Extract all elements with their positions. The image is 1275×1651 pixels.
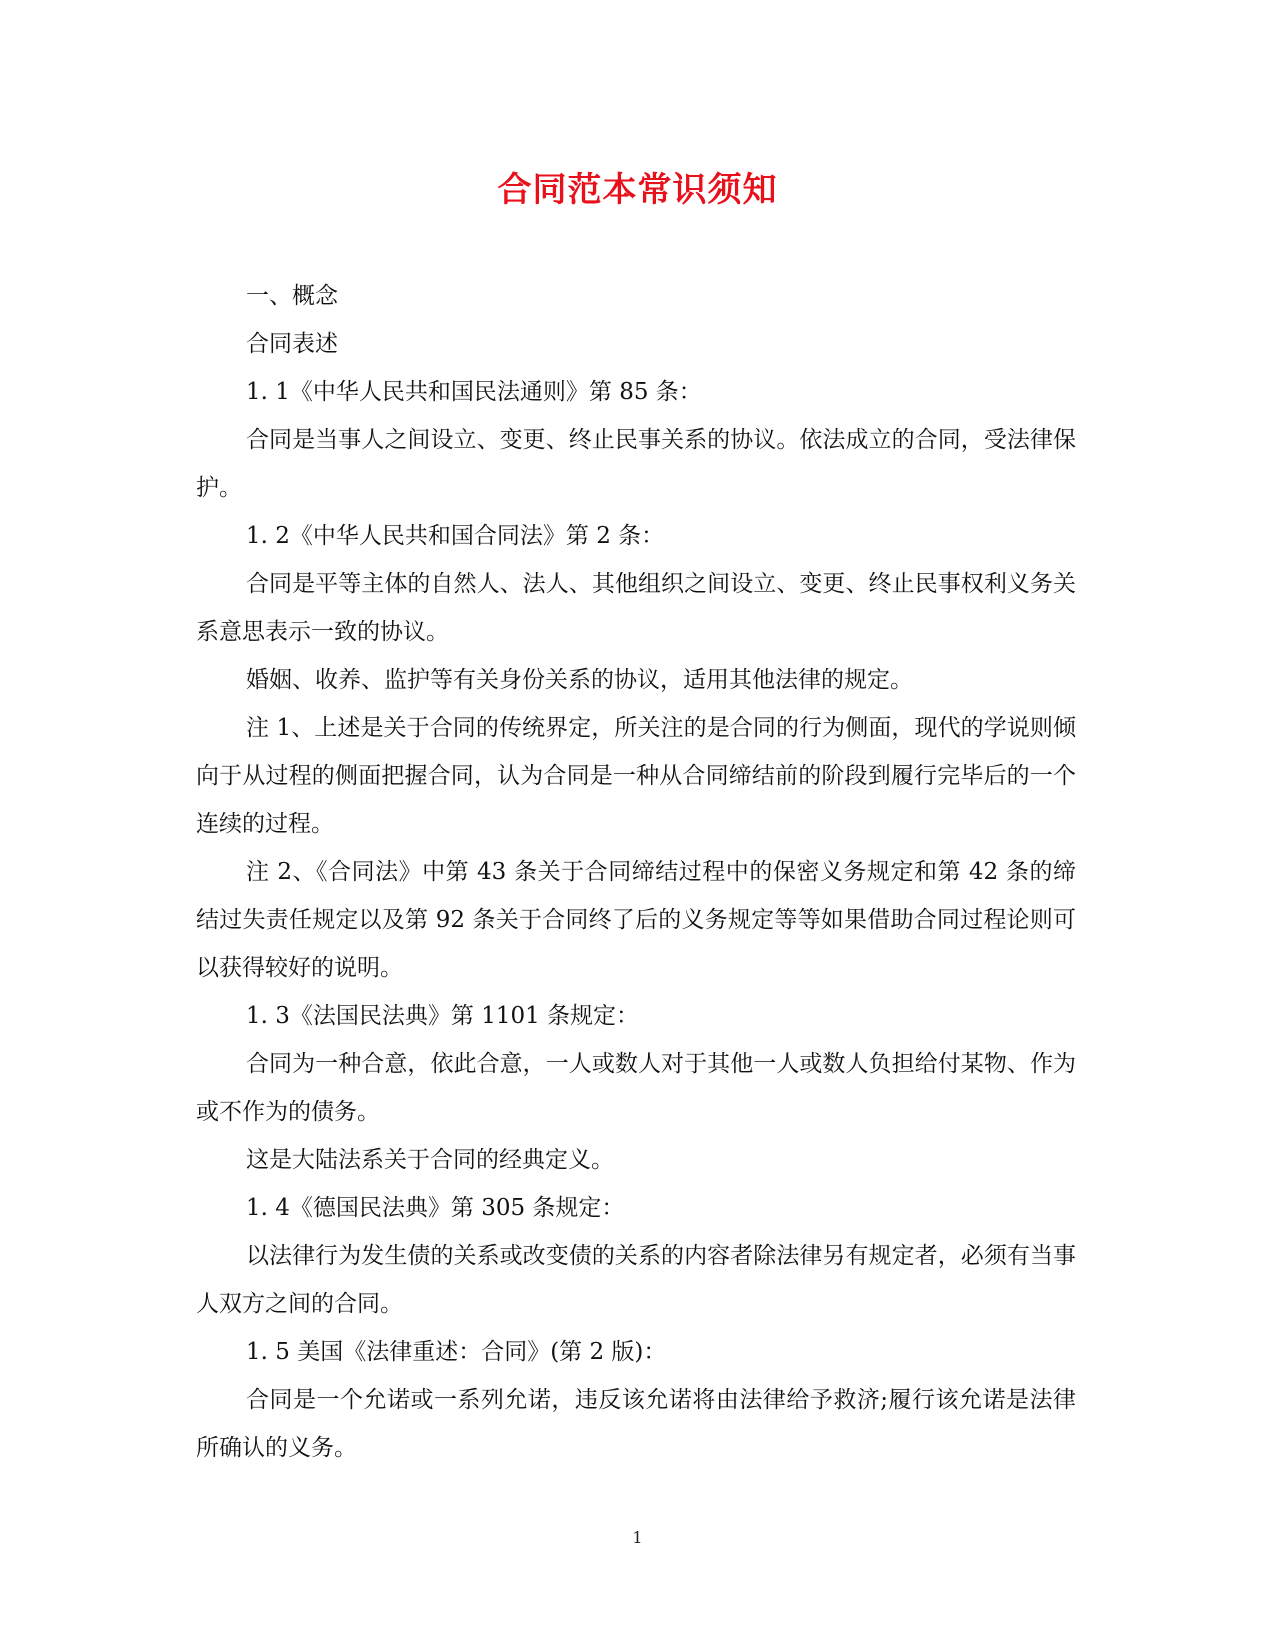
paragraph-identity-relations: 婚姻、收养、监护等有关身份关系的协议，适用其他法律的规定。 (246, 667, 913, 693)
document-body (196, 272, 1076, 1472)
page-number: 1 (632, 1528, 643, 1547)
paragraph-1-1-text: 合同是当事人之间设立、变更、终止民事关系的协议。依法成立的合同，受法律保护。 (196, 427, 1076, 501)
paragraph-1-1-heading: 1. 1《中华人民共和国民法通则》第 85 条： (246, 379, 702, 405)
paragraph-note-2: 注 2、《合同法》中第 43 条关于合同缔结过程中的保密义务规定和第 42 条的缔结过失责任规定以及第 92 条关于合同终了后的义务规定等等如果借助合同过程论则可以获得较好的说明。 (196, 859, 1076, 981)
paragraph-1-4-text: 以法律行为发生债的关系或改变债的关系的内容者除法律另有规定者，必须有当事人双方之间的合同。 (196, 1243, 1076, 1317)
paragraph-1-5-heading: 1. 5 美国《法律重述：合同》(第 2 版)： (246, 1339, 667, 1365)
paragraph-civil-law-definition: 这是大陆法系关于合同的经典定义。 (246, 1147, 614, 1173)
paragraph-contract-expression: 合同表述 (246, 331, 338, 357)
paragraph-1-3-text: 合同为一种合意，依此合意，一人或数人对于其他一人或数人负担给付某物、作为或不作为的债务。 (196, 1051, 1076, 1125)
paragraph-1-5-text: 合同是一个允诺或一系列允诺，违反该允诺将由法律给予救济;履行该允诺是法律所确认的义务。 (196, 1387, 1076, 1461)
paragraph-1-2-heading: 1. 2《中华人民共和国合同法》第 2 条： (246, 523, 665, 549)
paragraph-1-3-heading: 1. 3《法国民法典》第 1101 条规定： (246, 1003, 640, 1029)
paragraph-1-4-heading: 1. 4《德国民法典》第 305 条规定： (246, 1195, 625, 1221)
paragraph-heading-concept: 一、概念 (246, 283, 338, 309)
document-title: 合同范本常识须知 (497, 170, 778, 210)
paragraph-1-2-text: 合同是平等主体的自然人、法人、其他组织之间设立、变更、终止民事权利义务关系意思表示一致的协议。 (196, 571, 1076, 645)
paragraph-note-1: 注 1、上述是关于合同的传统界定，所关注的是合同的行为侧面，现代的学说则倾向于从过程的侧面把握合同，认为合同是一种从合同缔结前的阶段到履行完毕后的一个连续的过程。 (196, 715, 1076, 837)
